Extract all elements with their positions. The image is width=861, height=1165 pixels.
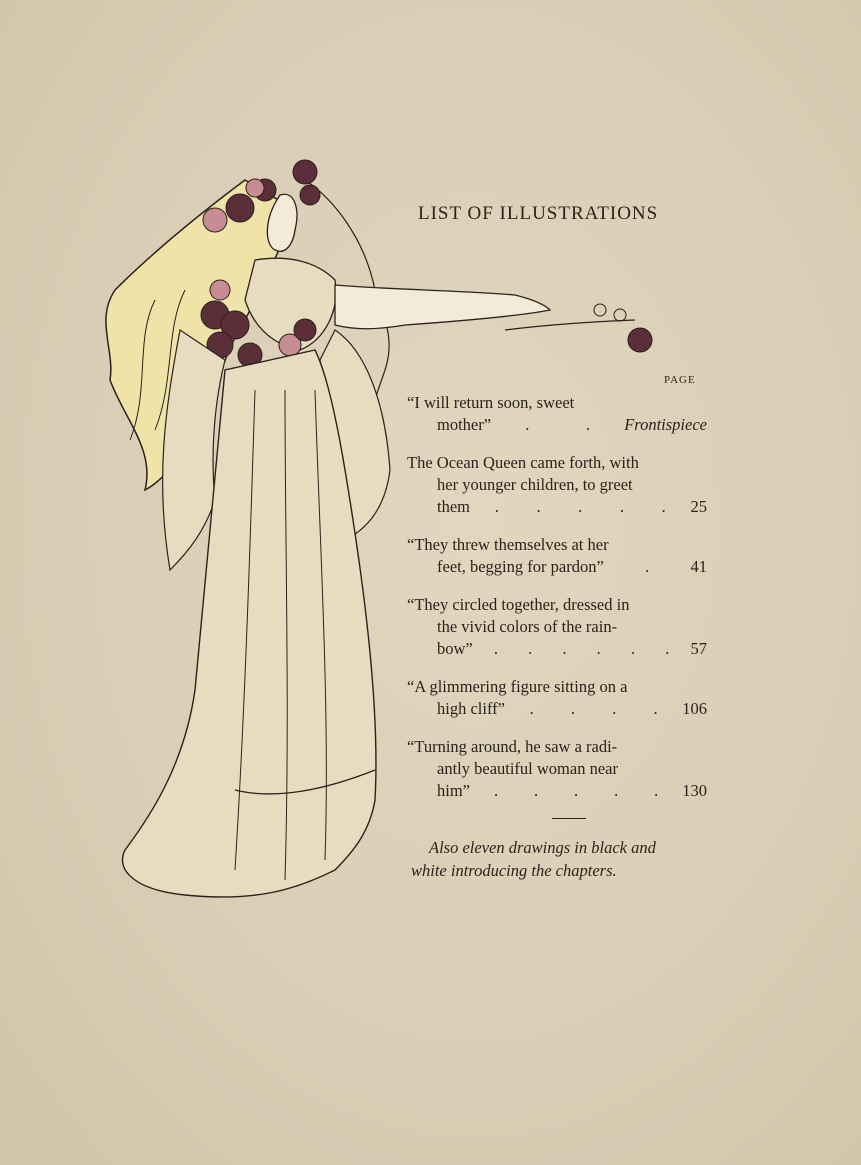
entry-caption-line: antly beautiful woman near <box>437 759 618 778</box>
entry-page-number: 41 <box>690 557 707 576</box>
divider-rule <box>552 818 586 819</box>
footnote-line-2: white introducing the chapters. <box>411 861 617 880</box>
entry-caption-line: “They circled together, dressed in <box>407 595 630 614</box>
illustration-entry <box>407 452 707 518</box>
entry-leader-row <box>407 638 707 660</box>
dot-leader: . . . . <box>529 699 658 718</box>
entry-page-number: 57 <box>690 639 707 658</box>
entry-caption-end: mother” <box>437 415 492 434</box>
entry-page-number: 106 <box>682 699 707 718</box>
entry-caption-line: the vivid colors of the rain- <box>437 617 618 636</box>
illustration-entry <box>407 534 707 578</box>
dot-leader: . . . . . <box>493 781 659 800</box>
page-column-heading: PAGE <box>664 374 696 386</box>
illustration-entry <box>407 736 707 802</box>
entry-leader-row <box>407 556 707 578</box>
entry-caption-line: “A glimmering figure sitting on a <box>407 677 628 696</box>
footnote-line-1: Also eleven drawings in black and <box>429 838 656 857</box>
entry-caption-end: bow” <box>437 639 473 658</box>
illustration-entry <box>407 594 707 660</box>
dot-leader: . . . . . <box>494 497 666 516</box>
entry-leader-row <box>407 414 707 436</box>
dot-leader: . . . . . . <box>493 639 670 658</box>
illustration-entry <box>407 676 707 720</box>
entry-caption-line: her younger children, to greet <box>437 475 633 494</box>
illustration-entry <box>407 392 707 436</box>
entry-caption-line: The Ocean Queen came forth, with <box>407 453 639 472</box>
entry-caption-end: him” <box>437 781 470 800</box>
entry-leader-row <box>407 780 707 802</box>
entry-caption-end: them <box>437 497 470 516</box>
entry-page-number: Frontispiece <box>624 415 707 434</box>
entry-page-number: 25 <box>690 497 707 516</box>
arm <box>335 285 550 329</box>
page-title: LIST OF ILLUSTRATIONS <box>418 203 659 224</box>
dot-leader: . <box>645 557 650 576</box>
dot-leader: . . <box>525 415 590 434</box>
entry-caption-line: “I will return soon, sweet <box>407 393 575 412</box>
entry-leader-row <box>407 698 707 720</box>
entry-leader-row <box>407 496 707 518</box>
entry-caption-line: “They threw themselves at her <box>407 535 609 554</box>
entry-page-number: 130 <box>682 781 707 800</box>
entry-caption-end: high cliff” <box>437 699 505 718</box>
entry-caption-end: feet, begging for pardon” <box>437 557 604 576</box>
footnote <box>411 836 711 882</box>
entry-caption-line: “Turning around, he saw a radi- <box>407 737 618 756</box>
illustrations-list <box>407 392 707 818</box>
